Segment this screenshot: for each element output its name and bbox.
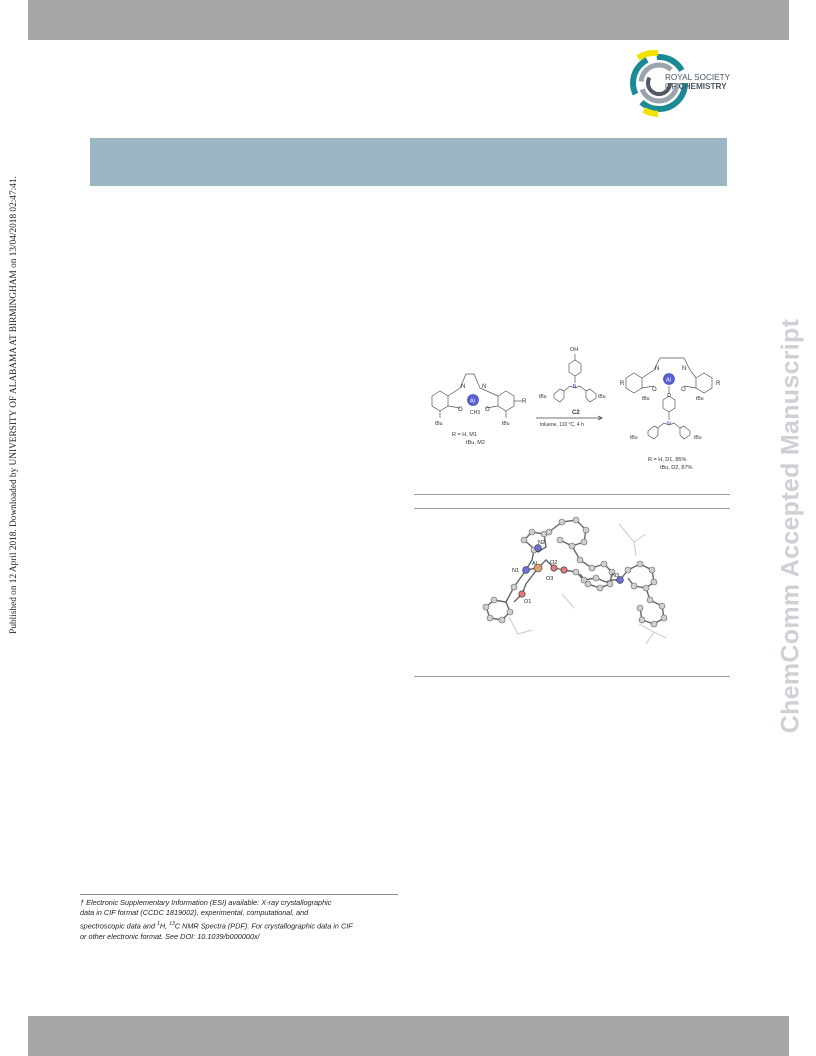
right-o1: O bbox=[652, 387, 657, 393]
bottom-grey-bar bbox=[28, 1016, 789, 1056]
carbon-atoms bbox=[483, 517, 667, 627]
atom bbox=[597, 585, 603, 591]
right-tbu3: tBu bbox=[630, 435, 638, 441]
atom bbox=[573, 569, 579, 575]
footnote-line3-pre: spectroscopic data and bbox=[80, 921, 158, 931]
footnote-sup-13: 13 bbox=[169, 920, 175, 927]
footnote-line4: or other electronic format. See DOI: 10.1039/b000000x/ bbox=[80, 931, 260, 941]
left-n2: N bbox=[482, 384, 487, 390]
label-o3: O3 bbox=[546, 576, 554, 582]
atom bbox=[546, 529, 552, 535]
logo-chemistry: CHEMISTRY bbox=[678, 82, 727, 91]
faint-bond-7 bbox=[646, 632, 654, 644]
footnote-line2: data in CIF format (CCDC 1819002), experimental, computational, and bbox=[80, 908, 309, 918]
atom bbox=[643, 585, 649, 591]
atom bbox=[573, 517, 579, 523]
figure-rule-bottom bbox=[414, 676, 730, 677]
reaction-scheme bbox=[414, 336, 730, 476]
faint-bond-5 bbox=[518, 630, 532, 634]
label-al: Al bbox=[532, 561, 537, 567]
atom bbox=[649, 567, 655, 573]
atom bbox=[491, 597, 497, 603]
atom bbox=[557, 537, 563, 543]
atom bbox=[637, 561, 643, 567]
atom bbox=[625, 567, 631, 573]
right-n2: N bbox=[682, 366, 687, 372]
atom bbox=[639, 617, 645, 623]
reagent bbox=[554, 354, 596, 402]
atom bbox=[593, 575, 599, 581]
side-notice-text: Published on 12 April 2018. Downloaded by UNIVERSITY OF ALABAMA AT BIRMINGHAM on 13/04/2018 02:47:41. bbox=[9, 176, 19, 634]
atom bbox=[651, 621, 657, 627]
label-n3: N3 bbox=[612, 573, 620, 579]
reagent-n: N bbox=[572, 384, 577, 390]
faint-bond-1 bbox=[619, 524, 634, 542]
atom bbox=[581, 577, 587, 583]
left-tbu2: tBu bbox=[502, 421, 510, 427]
footnote-line1: † Electronic Supplementary Information (ESI) available: X-ray crystallographic bbox=[80, 898, 332, 907]
faint-bond-9 bbox=[562, 594, 574, 608]
watermark-text: ChemComm Accepted Manuscript bbox=[776, 318, 805, 734]
atom bbox=[507, 609, 513, 615]
left-r-def1: R = H, M1 bbox=[452, 432, 477, 438]
atom bbox=[661, 615, 667, 621]
left-o1: O bbox=[458, 407, 463, 413]
left-backbone bbox=[448, 374, 498, 396]
right-o2: O bbox=[681, 387, 686, 393]
reagent-tbu-right: tBu bbox=[598, 394, 606, 400]
right-r-def1: R = H, D1, 85% bbox=[648, 457, 687, 463]
atom bbox=[647, 597, 653, 603]
top-grey-bar bbox=[28, 0, 789, 40]
atom bbox=[499, 617, 505, 623]
right-carbazole-ring-b bbox=[680, 426, 690, 439]
reagent-carbazole-ring-a bbox=[554, 389, 564, 402]
figure-rule-top bbox=[414, 508, 730, 509]
right-tbu4: tBu bbox=[694, 435, 702, 441]
reagent-label: C2 bbox=[572, 410, 580, 416]
atom bbox=[511, 584, 517, 590]
atom bbox=[631, 583, 637, 589]
right-r-def2: tBu, D2, 87% bbox=[660, 465, 693, 471]
footnote-line3-mid: H, bbox=[159, 921, 170, 931]
reagent-oh: OH bbox=[570, 347, 579, 353]
left-r-def2: tBu, M2 bbox=[466, 440, 485, 446]
atom bbox=[577, 557, 583, 563]
atom bbox=[483, 604, 489, 610]
atom bbox=[583, 527, 589, 533]
right-carbazole-ring-a bbox=[648, 426, 658, 439]
atom bbox=[637, 605, 643, 611]
faint-bond-3 bbox=[634, 542, 636, 556]
carbazole-a bbox=[620, 564, 654, 588]
atom-o3 bbox=[561, 567, 567, 573]
reagent-tbu-left: tBu bbox=[539, 394, 547, 400]
right-n1: N bbox=[655, 366, 660, 372]
atom bbox=[487, 615, 493, 621]
logo-line2 bbox=[665, 82, 730, 91]
left-o2: O bbox=[485, 407, 490, 413]
left-al-label: Al bbox=[470, 398, 475, 405]
label-o1: O1 bbox=[524, 599, 532, 605]
footnote-line3 bbox=[80, 919, 410, 932]
right-ring-b bbox=[696, 373, 712, 393]
left-ch3: CH3 bbox=[470, 410, 481, 416]
atom bbox=[601, 561, 607, 567]
logo-arc-yellow-top bbox=[638, 53, 658, 58]
left-tbu1: tBu bbox=[435, 421, 443, 427]
label-n1: N1 bbox=[512, 568, 520, 574]
atom bbox=[651, 579, 657, 585]
conditions: toluene, 110 °C, 4 h bbox=[540, 422, 584, 428]
footnote-rule bbox=[80, 894, 398, 895]
right-r-left: R bbox=[620, 381, 625, 387]
atom bbox=[529, 529, 535, 535]
label-o2: O2 bbox=[550, 560, 558, 566]
atom bbox=[569, 543, 575, 549]
right-tbu1: tBu bbox=[642, 396, 650, 402]
logo-of: OF bbox=[665, 82, 679, 91]
right-carbazole-n: N bbox=[667, 421, 671, 427]
right-al-label: Al bbox=[666, 377, 671, 384]
atom bbox=[607, 581, 613, 587]
faint-bond-4 bbox=[509, 617, 518, 634]
phenoxide-ring-b bbox=[549, 520, 586, 546]
right-r-right: R bbox=[716, 381, 721, 387]
faint-bond-2 bbox=[634, 534, 646, 542]
atom bbox=[589, 565, 595, 571]
right-o-bond-b bbox=[684, 386, 696, 388]
reagent-carbazole-ring-b bbox=[586, 389, 596, 402]
left-r: R bbox=[522, 399, 527, 405]
scheme-rule-bottom bbox=[414, 494, 730, 495]
logo-line1: ROYAL SOCIETY bbox=[665, 73, 731, 82]
logo-wordmark bbox=[665, 73, 730, 91]
left-ring-a bbox=[432, 391, 448, 411]
rsc-logo bbox=[628, 50, 738, 118]
right-tbu2: tBu bbox=[696, 396, 704, 402]
right-ring-a bbox=[626, 373, 642, 393]
atom bbox=[581, 539, 587, 545]
atom-n1 bbox=[523, 567, 530, 574]
right-o3: O bbox=[667, 393, 671, 399]
atom bbox=[559, 519, 565, 525]
crystal-structure bbox=[414, 512, 730, 674]
side-notice bbox=[9, 176, 24, 634]
reagent-phenol-ring bbox=[569, 360, 581, 376]
faint-bond-8 bbox=[654, 632, 666, 638]
left-n1: N bbox=[461, 384, 466, 390]
label-n2: N2 bbox=[538, 540, 546, 546]
atom bbox=[659, 603, 665, 609]
atom-o1 bbox=[519, 591, 525, 597]
watermark bbox=[776, 318, 805, 734]
esi-footnote bbox=[80, 898, 410, 942]
footnote-sup-1: 1 bbox=[157, 920, 160, 927]
title-banner bbox=[90, 138, 727, 186]
left-ring-b bbox=[498, 391, 514, 411]
atom bbox=[521, 537, 527, 543]
footnote-line3-post: C NMR Spectra (PDF). For crystallographic data in CIF bbox=[174, 921, 353, 931]
